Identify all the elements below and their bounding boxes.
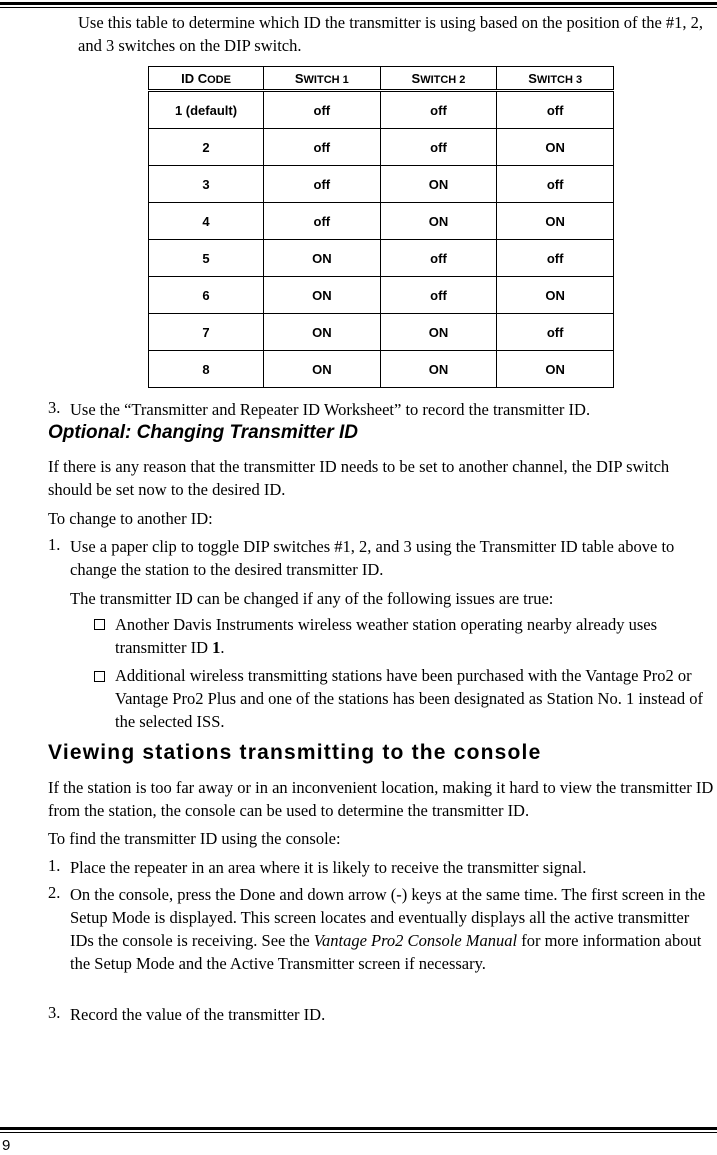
step-text: Use the “Transmitter and Repeater ID Worksheet” to record the transmitter ID. (70, 400, 591, 419)
step-number: 3. (48, 398, 61, 417)
table-cell: ON (264, 240, 381, 277)
table-cell: 1 (default) (149, 91, 264, 129)
bullet-item: Additional wireless transmitting stations have been purchased with the Vantage Pro2 or Vantage Pro2 Plus and one of the stations has been designated as Station No. 1 instead of the selected ISS. (115, 666, 703, 731)
viewing-heading: Viewing stations transmitting to the console (48, 741, 542, 764)
table-cell: off (380, 129, 497, 166)
column-header: SWITCH 1 (264, 67, 381, 91)
table-cell: ON (264, 314, 381, 351)
paragraph: To find the transmitter ID using the console: (48, 829, 341, 848)
table-cell: 6 (149, 277, 264, 314)
table-cell: 7 (149, 314, 264, 351)
step-text: Record the value of the transmitter ID. (70, 1005, 326, 1024)
table-cell: off (497, 314, 614, 351)
table-row (149, 240, 614, 277)
table-cell: ON (380, 314, 497, 351)
step-number: 1. (48, 535, 61, 554)
table-cell: off (264, 203, 381, 240)
table-row (149, 203, 614, 240)
step-number: 3. (48, 1003, 61, 1022)
column-header: ID CODE (149, 67, 264, 91)
table-cell: ON (380, 166, 497, 203)
page-number: 9 (2, 1137, 11, 1154)
step-number: 2. (48, 883, 61, 902)
table-cell: ON (497, 351, 614, 388)
table-row (149, 91, 614, 129)
table-cell: off (264, 91, 381, 129)
table-cell: off (497, 166, 614, 203)
paragraph: If there is any reason that the transmitter ID needs to be set to another channel, the DIP switch should be set now to the desired ID. (48, 457, 670, 499)
table-cell: 8 (149, 351, 264, 388)
table-cell: 5 (149, 240, 264, 277)
table-cell: off (380, 91, 497, 129)
table-cell: off (264, 166, 381, 203)
table-cell: ON (497, 277, 614, 314)
top-rule-thin (0, 7, 717, 8)
checkbox-bullet-icon (94, 671, 105, 682)
table-row (149, 314, 614, 351)
table-cell: 4 (149, 203, 264, 240)
table-body (149, 91, 614, 388)
paragraph: To change to another ID: (48, 509, 213, 528)
table-header-row (149, 67, 614, 91)
table-cell: 3 (149, 166, 264, 203)
table-cell: ON (497, 129, 614, 166)
column-header: SWITCH 3 (497, 67, 614, 91)
column-header: SWITCH 2 (380, 67, 497, 91)
transmitter-id-table (148, 66, 614, 388)
table-row (149, 166, 614, 203)
table-cell: ON (264, 351, 381, 388)
table-row (149, 351, 614, 388)
table-cell: ON (264, 277, 381, 314)
step-text: Place the repeater in an area where it is likely to receive the transmitter signal. (70, 858, 587, 877)
table-row (149, 129, 614, 166)
table-cell: off (264, 129, 381, 166)
table-cell: ON (380, 351, 497, 388)
table-cell: off (497, 91, 614, 129)
top-rule (0, 2, 717, 5)
bottom-rule-thin (0, 1132, 717, 1133)
step-text: Use a paper clip to toggle DIP switches #1, 2, and 3 using the Transmitter ID table above to change the station to the desired transmitter ID. (70, 537, 675, 579)
table-row (149, 277, 614, 314)
checkbox-bullet-icon (94, 619, 105, 630)
step-text: On the console, press the Done and down arrow (-) keys at the same time. The first screen in the Setup Mode is displayed. This screen locates and eventually displays all the active transmitter IDs the console is receiving. See the Vantage Pro2 Console Manual for more information about the Setup Mode and the Active Transmitter screen if necessary. (70, 885, 706, 973)
table-cell: 2 (149, 129, 264, 166)
paragraph: If the station is too far away or in an inconvenient location, making it hard to view the transmitter ID from the station, the console can be used to determine the transmitter ID. (48, 778, 714, 820)
optional-heading: Optional: Changing Transmitter ID (48, 422, 358, 443)
paragraph: The transmitter ID can be changed if any of the following issues are true: (70, 589, 554, 608)
step-number: 1. (48, 856, 61, 875)
table-cell: ON (497, 203, 614, 240)
bottom-rule (0, 1127, 717, 1130)
table-cell: off (380, 240, 497, 277)
table-cell: off (380, 277, 497, 314)
bullet-item: Another Davis Instruments wireless weather station operating nearby already uses transmitter ID 1. (115, 615, 658, 657)
table-cell: ON (380, 203, 497, 240)
intro-paragraph: Use this table to determine which ID the transmitter is using based on the position of the #1, 2, and 3 switches on the DIP switch. (78, 13, 704, 55)
table-cell: off (497, 240, 614, 277)
